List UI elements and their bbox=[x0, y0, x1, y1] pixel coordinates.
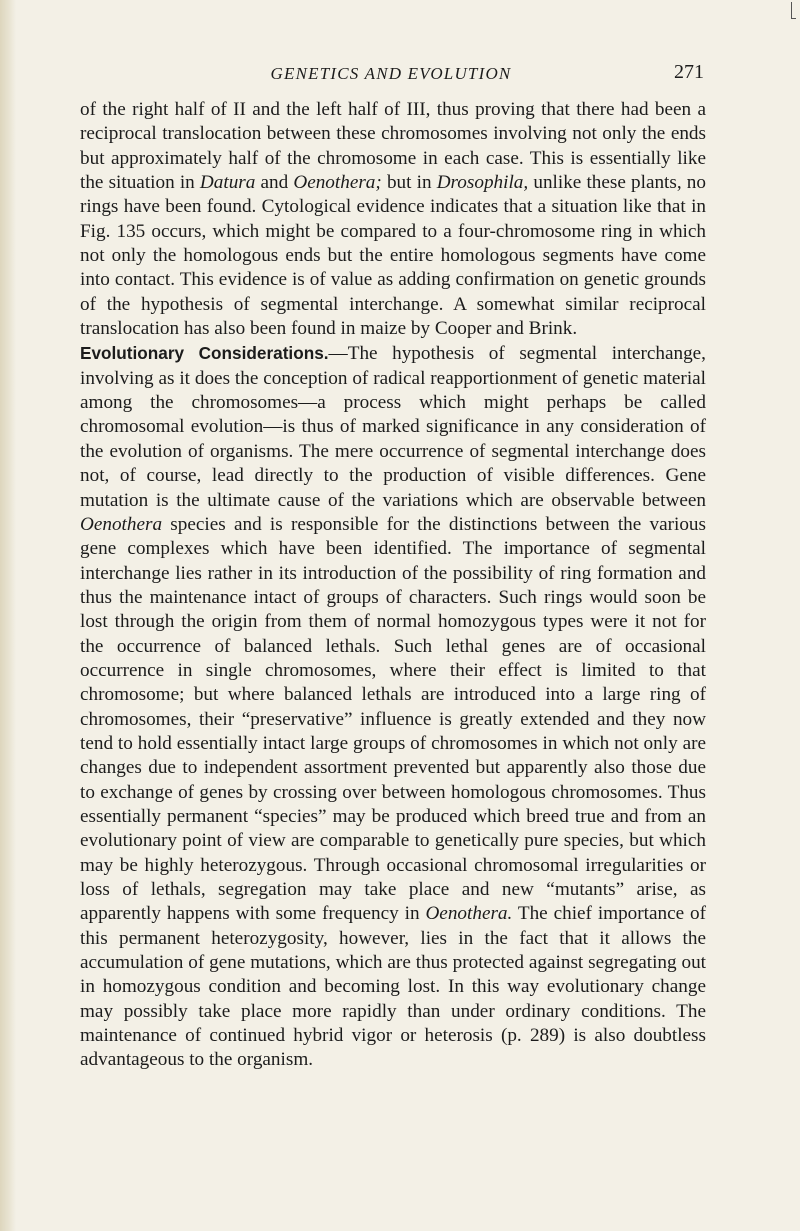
page-header bbox=[78, 60, 704, 90]
scan-corner-mark bbox=[791, 2, 796, 19]
italic-term-oenothera: Oenothera; bbox=[293, 172, 382, 194]
paragraph-2 bbox=[80, 341, 706, 1072]
text-segment: unlike these plants, no rings have been found. Cytological evidence indicates that a situation like that in Fig. 135 occurs, which might be compared to a four-chromosome ring in which not only the homologous ends but the entire homologous segments have come into contact. This evidence is of value as adding confirmation on genetic grounds of the hypothesis of segmental interchange. A somewhat similar reciprocal translocation has also been found in maize by Cooper and Brink. bbox=[80, 172, 706, 340]
text-segment: species and is responsible for the distinctions between the various gene complexes which have been identified. The importance of segmental interchange lies rather in its introduction of the possibility of ring formation and thus the maintenance intact of groups of characters. Such rings would soon be lost through the origin from them of normal homozygous types were it not for the occurrence of balanced lethals. Such lethal genes are of occasional occurrence in single chromosomes, where their effect is limited to that chromosome; but where balanced lethals are introduced into a large ring of chromosomes, their “preservative” influence is greatly extended and they now tend to hold essentially intact large groups of chromosomes in which not only are changes due to independent assortment prevented but apparently also those due to exchange of genes by crossing over between homologous chromosomes. Thus essentially permanent “species” may be produced which breed true and from an evolutionary point of view are comparable to genetically pure species, but which may be highly heterozygous. Through occasional chromosomal irregularities or loss of lethals, segregation may take place and new “mutants” arise, as apparently happens with some frequency in bbox=[80, 513, 706, 925]
text-segment: —The hypothesis of segmental interchange, involving as it does the conception of radical reapportionment of genetic material among the chromosomes—a process which might perhaps be called chromosomal evolution—is thus of marked significance in any consideration of the evolution of organisms. The mere occurrence of segmental interchange does not, of course, lead directly to the production of visible differences. Gene mutation is the ultimate cause of the variations which are observable between bbox=[80, 343, 706, 511]
text-segment: and bbox=[255, 172, 294, 194]
body-text bbox=[80, 98, 706, 1073]
text-segment: of the right half of II and the left half of III, thus proving that there had been a reciprocal translocation between these chromosomes involving not only the ends but approximately half of the chromosome in each case. This is essentially like the situation in bbox=[80, 99, 706, 194]
text-segment: The chief importance of this permanent heterozygosity, however, lies in the fact that it allows the accumulation of gene mutations, which are thus protected against segregating out in homozygous condition and becoming lost. In this way evolutionary change may possibly take place more rapidly than under ordinary conditions. The maintenance of continued hybrid vigor or heterosis (p. 289) is also doubtless advantageous to the organism. bbox=[80, 903, 707, 1071]
italic-term-drosophila: Drosophila, bbox=[436, 172, 529, 194]
italic-term-oenothera: Oenothera. bbox=[425, 903, 513, 925]
page-number: 271 bbox=[674, 61, 704, 83]
paragraph-1 bbox=[80, 98, 706, 341]
text-segment: but in bbox=[381, 172, 437, 194]
italic-term-oenothera: Oenothera bbox=[80, 513, 163, 535]
section-heading: Evolutionary Considerations. bbox=[80, 343, 329, 364]
running-title: GENETICS AND EVOLUTION bbox=[270, 64, 512, 83]
italic-term-datura: Datura bbox=[199, 172, 256, 194]
page-left-edge-shadow bbox=[0, 0, 16, 1231]
